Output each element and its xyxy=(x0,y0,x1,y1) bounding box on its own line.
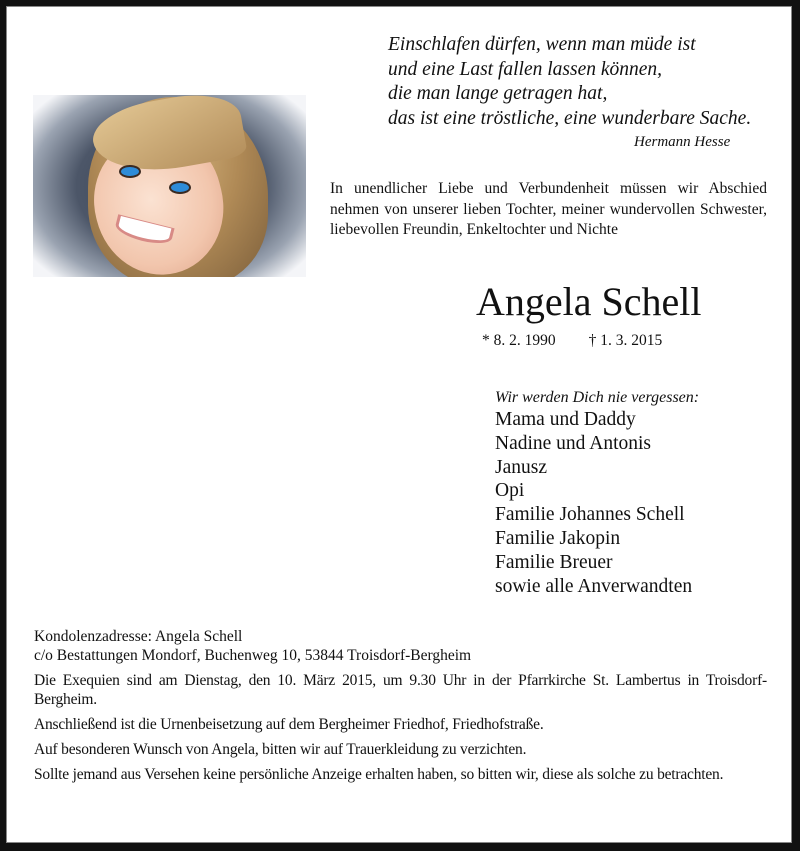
deceased-name: Angela Schell xyxy=(476,279,702,324)
mourner-item: Nadine und Antonis xyxy=(495,432,651,454)
death-date: † 1. 3. 2015 xyxy=(588,332,663,349)
intro-text: In unendlicher Liebe und Verbundenheit müssen wir Abschied nehmen von unserer lieben Tochter, meiner wundervollen Schwester, liebevollen Freundin, Enkeltochter und Nichte xyxy=(330,180,767,238)
portrait-photo xyxy=(33,95,306,277)
mourners-list xyxy=(495,388,699,598)
notice-note: Sollte jemand aus Versehen keine persönliche Anzeige erhalten haben, so bitten wir, diese als solche zu betrachten. xyxy=(34,766,724,783)
burial-info: Anschließend ist die Urnenbeisetzung auf dem Bergheimer Friedhof, Friedhofstraße. xyxy=(34,716,544,733)
mourner-item: Familie Jakopin xyxy=(495,527,621,549)
mourner-item: Familie Johannes Schell xyxy=(495,504,685,526)
mourners-lead: Wir werden Dich nie vergessen: xyxy=(495,389,700,406)
mourner-item: sowie alle Anverwandten xyxy=(495,575,693,597)
service-info: Die Exequien sind am Dienstag, den 10. März 2015, um 9.30 Uhr in der Pfarrkirche St. Lambertus in Troisdorf-Bergheim. xyxy=(34,672,767,708)
birth-date: * 8. 2. 1990 xyxy=(482,332,556,349)
footer-details xyxy=(34,627,767,790)
mourner-item: Janusz xyxy=(495,456,547,478)
poem-line: Einschlafen dürfen, wenn man müde ist xyxy=(388,34,696,55)
photo-eye xyxy=(171,183,189,192)
life-dates xyxy=(482,332,662,350)
condolence-address-line: Kondolenzadresse: Angela Schell xyxy=(34,628,243,645)
poem-line: die man lange getragen hat, xyxy=(388,83,608,104)
poem-quote xyxy=(388,33,751,131)
poem-line: das ist eine tröstliche, eine wunderbare Sache. xyxy=(388,107,752,129)
condolence-address-line: c/o Bestattungen Mondorf, Buchenweg 10, 53844 Troisdorf-Bergheim xyxy=(34,647,472,664)
dress-code-note: Auf besonderen Wunsch von Angela, bitten wir auf Trauerkleidung zu verzichten. xyxy=(34,741,527,758)
photo-eye xyxy=(121,167,139,176)
poem-author: Hermann Hesse xyxy=(634,134,731,150)
mourner-item: Familie Breuer xyxy=(495,551,613,573)
mourner-item: Opi xyxy=(495,480,525,502)
mourner-item: Mama und Daddy xyxy=(495,409,636,430)
poem-line: und eine Last fallen lassen können, xyxy=(388,58,663,80)
condolence-address xyxy=(34,627,767,665)
